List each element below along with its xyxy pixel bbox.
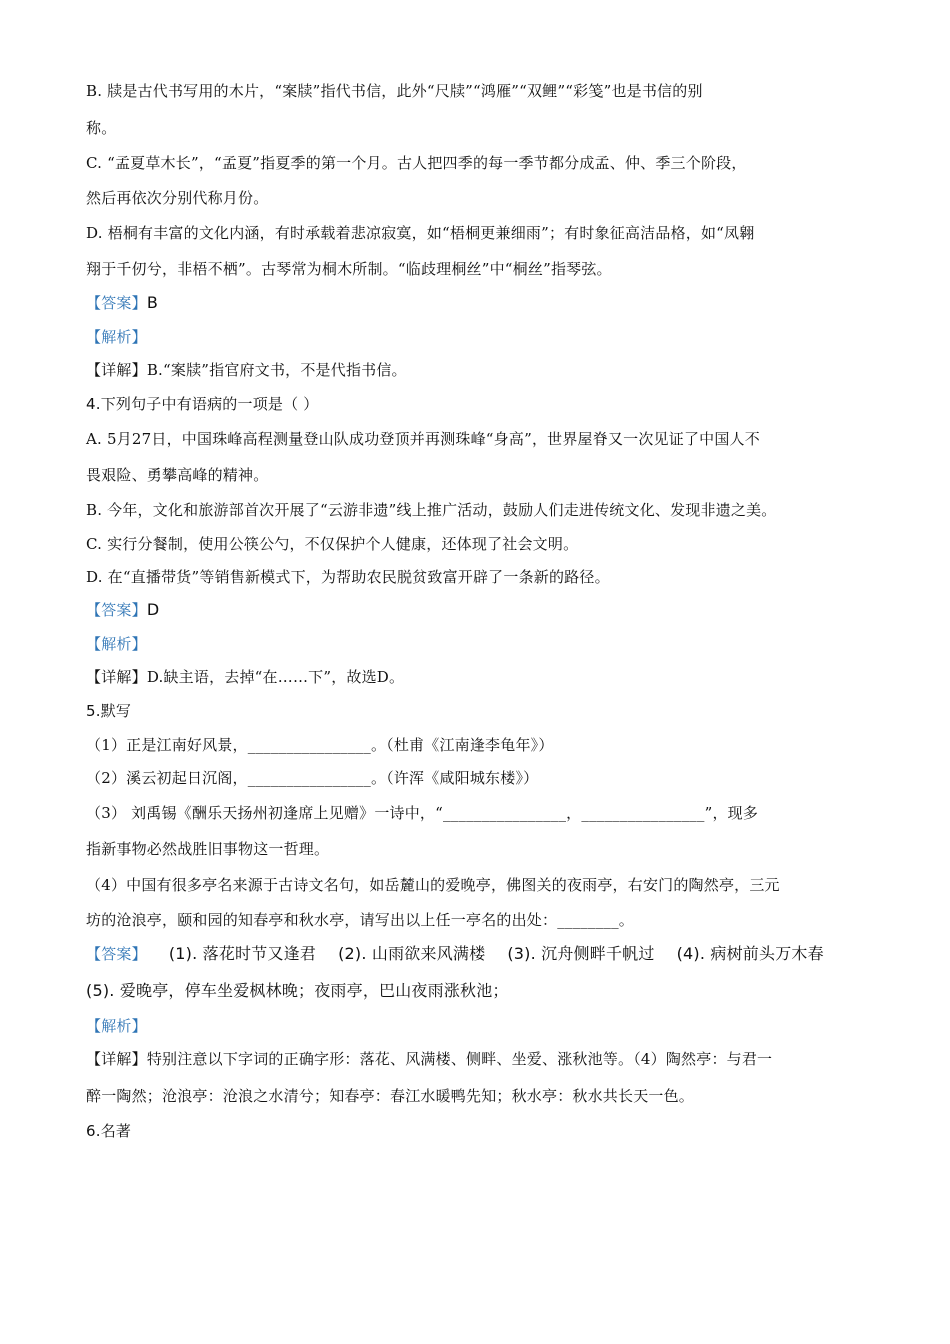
analysis-tag: 【解析】	[86, 1017, 147, 1035]
q5-answer-5: (5). 爱晚亭，停车坐爱枫林晚；夜雨亭，巴山夜雨涨秋池；	[86, 981, 509, 1000]
q3-option-d-line2: 翔于千仞兮，非梧不栖”。古琴常为桐木所制。“临歧理桐丝”中“桐丝”指琴弦。	[86, 260, 612, 278]
q6-title: 6.名著	[86, 1122, 132, 1140]
q4-option-a-line1: A. 5月27日，中国珠峰高程测量登山队成功登顶并再测珠峰“身高”，世界屋脊又一次见证了中国人不	[86, 430, 760, 448]
q5-analysis-line	[86, 1015, 876, 1037]
detail-text: 特别注意以下字词的正确字形：落花、风满楼、侧畔、坐爱、涨秋池等。（4）陶然亭：与君一	[146, 1050, 773, 1068]
q5-answer-line	[86, 943, 876, 965]
answer-value: D	[146, 600, 160, 619]
answer-item-4: (4). 病树前头万木春	[676, 944, 824, 963]
answer-value: B	[146, 293, 158, 312]
answer-tag: 【答案】	[86, 294, 147, 312]
detail-text: D.缺主语，去掉“在……下”，故选D。	[146, 668, 405, 686]
answer-item-1: (1). 落花时节又逢君	[168, 944, 317, 963]
analysis-tag: 【解析】	[86, 635, 147, 653]
q3-analysis-line	[86, 326, 876, 348]
detail-tag: 【详解】	[86, 1050, 147, 1068]
q5-item-3-line2: 指新事物必然战胜旧事物这一哲理。	[86, 840, 330, 858]
q4-option-d: D. 在“直播带货”等销售新模式下，为帮助农民脱贫致富开辟了一条新的路径。	[86, 568, 610, 586]
detail-tag: 【详解】	[86, 361, 147, 379]
answer-item-2: (2). 山雨欲来风满楼	[338, 944, 486, 963]
answer-tag: 【答案】	[86, 945, 147, 963]
q4-option-c: C. 实行分餐制，使用公筷公勺，不仅保护个人健康，还体现了社会文明。	[86, 535, 579, 553]
q4-detail-line	[86, 666, 876, 688]
q3-option-c-line2: 然后再依次分别代称月份。	[86, 189, 269, 207]
q5-title: 5.默写	[86, 702, 132, 720]
q3-option-c-line1: C. “孟夏草木长”，“孟夏”指夏季的第一个月。古人把四季的每一季节都分成孟、仲、季三个阶段，	[86, 154, 747, 172]
q5-item-1: （1）正是江南好风景，________________。（杜甫《江南逢李龟年》）	[86, 736, 554, 754]
q3-option-d-line1: D. 梧桐有丰富的文化内涵，有时承载着悲凉寂寞，如“梧桐更兼细雨”；有时象征高洁品格，如“凤翱	[86, 224, 755, 242]
q3-option-b-line1: B. 牍是古代书写用的木片，“案牍”指代书信，此外“尺牍”“鸿雁”“双鲤”“彩笺”也是书信的别	[86, 82, 703, 100]
q5-detail-line2: 醉一陶然；沧浪亭：沧浪之水清兮；知春亭：春江水暖鸭先知；秋水亭：秋水共长天一色。	[86, 1087, 695, 1105]
answer-item-3: (3). 沉舟侧畔千帆过	[507, 944, 655, 963]
q4-analysis-line	[86, 633, 876, 655]
detail-tag: 【详解】	[86, 668, 147, 686]
q4-option-b: B. 今年，文化和旅游部首次开展了“云游非遗”线上推广活动，鼓励人们走进传统文化、发现非遗之美。	[86, 501, 777, 519]
q3-detail-line	[86, 359, 876, 381]
q3-option-b-line2: 称。	[86, 119, 117, 137]
q5-item-4-line2: 坊的沧浪亭，颐和园的知春亭和秋水亭，请写出以上任一亭名的出处：________。	[86, 911, 635, 929]
q4-answer-line	[86, 599, 876, 621]
detail-text: B.“案牍”指官府文书，不是代指书信。	[146, 361, 407, 379]
analysis-tag: 【解析】	[86, 328, 147, 346]
q5-item-3-line1: （3） 刘禹锡《酬乐天扬州初逢席上见赠》一诗中，“________________，________________”，现多	[86, 804, 759, 822]
q5-item-2: （2）溪云初起日沉阁，________________。（许浑《咸阳城东楼》）	[86, 769, 539, 787]
answer-tag: 【答案】	[86, 601, 147, 619]
q4-title: 4.下列句子中有语病的一项是（ ）	[86, 395, 319, 413]
q5-detail-line1	[86, 1048, 876, 1070]
q5-item-4-line1: （4）中国有很多亭名来源于古诗文名句，如岳麓山的爱晚亭，佛图关的夜雨亭，右安门的陶然亭，三元	[86, 876, 780, 894]
q4-option-a-line2: 畏艰险、勇攀高峰的精神。	[86, 466, 269, 484]
q3-answer-line	[86, 292, 876, 314]
